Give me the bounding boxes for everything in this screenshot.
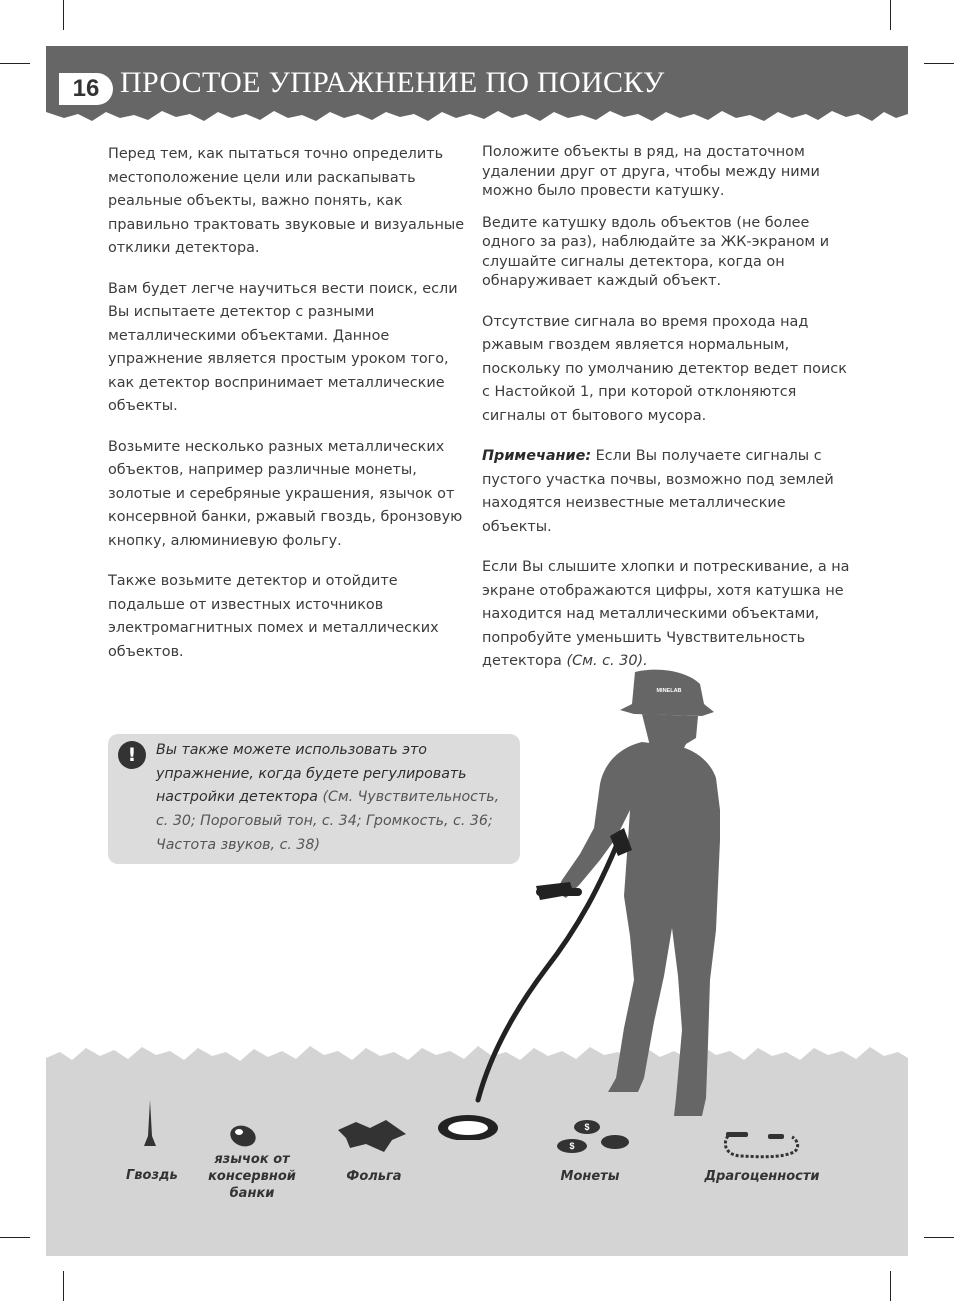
crop-mark xyxy=(0,1237,30,1238)
left-column xyxy=(108,143,468,681)
page-number: 16 xyxy=(59,73,113,105)
nail-icon xyxy=(140,1100,160,1155)
label-pull-tab: язычок от консервной банки xyxy=(208,1152,296,1201)
jewelry-chain-icon xyxy=(720,1128,802,1162)
foil-icon xyxy=(336,1118,408,1154)
crop-mark xyxy=(890,1271,891,1301)
detector-shaft xyxy=(478,842,618,1100)
svg-text:$: $ xyxy=(569,1141,575,1151)
crop-mark xyxy=(924,63,954,64)
label-nail: Гвоздь xyxy=(126,1168,178,1183)
crop-mark xyxy=(890,0,891,30)
tip-main-text: Вы также можете использовать это упражнение, когда будете регулировать настройки детектора xyxy=(156,742,467,806)
page-title: ПРОСТОЕ УПРАЖНЕНИЕ ПО ПОИСКУ xyxy=(120,66,665,99)
detector-control-box xyxy=(536,882,574,900)
crop-mark xyxy=(63,0,64,30)
pull-tab-icon xyxy=(228,1122,260,1150)
crop-mark xyxy=(0,63,30,64)
paragraph: Возьмите несколько разных металлических объектов, например различные монеты, золотые и серебряные украшения, язычок от консервной банки, ржавый гвоздь, бронзовую кнопку, алюминиевую фольгу. xyxy=(108,438,463,549)
paragraph: Перед тем, как пытаться точно определить местоположение цели или раскапывать реальные объекты, важно понять, как правильно трактовать звуковые и визуальные отклики детектора. xyxy=(108,146,465,256)
exclamation-icon: ! xyxy=(118,741,146,769)
label-foil: Фольга xyxy=(346,1169,402,1184)
coins-icon xyxy=(552,1118,632,1158)
paragraph-text: Если Вы слышите хлопки и потрескивание, а на экране отображаются цифры, хотя катушка не находится над металлическими объектами, попробуйте уменьшить Чувствительность детектора xyxy=(482,559,850,669)
hat-logo: MINELAB xyxy=(656,688,682,694)
paragraph: Вам будет легче научиться вести поиск, если Вы испытаете детектор с разными металлическими объектами. Данное упражнение является простым уроком того, как детектор воспринимает металлические объекты. xyxy=(108,280,458,414)
crop-mark xyxy=(63,1271,64,1301)
paragraph: Положите объекты в ряд, на достаточном удалении друг от друга, чтобы между ними можно было провести катушку. xyxy=(482,144,820,199)
note-paragraph xyxy=(482,445,857,539)
note-text: Если Вы получаете сигналы с пустого участка почвы, возможно под землей находятся неизвестные металлические объекты. xyxy=(482,448,834,535)
tip-references: (См. Чувствительность, с. 30; Пороговый тон, с. 34; Громкость, с. 36; Частота звуков, с. 38) xyxy=(156,789,500,853)
svg-text:$: $ xyxy=(584,1122,590,1132)
note-label: Примечание: xyxy=(482,448,592,464)
paragraph: Ведите катушку вдоль объектов (не более одного за раз), наблюдайте за ЖК-экраном и слушайте сигналы детектора, когда он обнаруживает каждый объект. xyxy=(482,214,830,289)
right-column xyxy=(482,143,857,691)
crop-mark xyxy=(924,1237,954,1238)
paragraph: Также возьмите детектор и отойдите подальше от известных источников электромагнитных помех и металлических объектов. xyxy=(108,573,439,660)
detectorist-illustration xyxy=(420,660,720,1140)
page-reference: (См. с. 30). xyxy=(566,653,648,669)
label-jewelry: Драгоценности xyxy=(704,1169,820,1184)
paragraph: Отсутствие сигнала во время прохода над ржавым гвоздем является нормальным, поскольку по умолчанию детектор ведет поиск с Настойкой 1, при которой отклоняются сигналы от бытового мусора. xyxy=(482,313,847,424)
paragraph xyxy=(482,556,857,674)
label-coins: Монеты xyxy=(560,1169,620,1184)
